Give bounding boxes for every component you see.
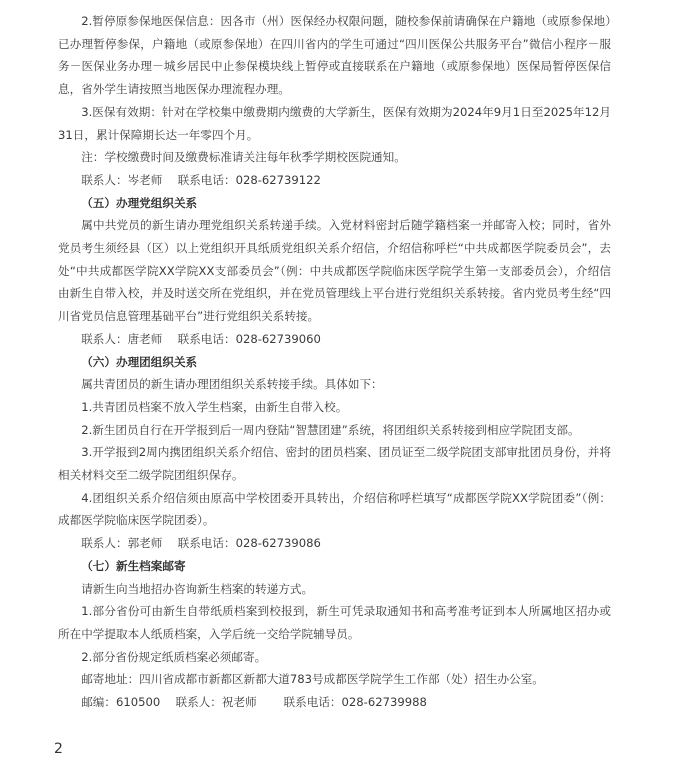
paragraph-league-step-3: 3.开学报到2周内携团组织关系介绍信、密封的团员档案、团员证至二级学院团支部审批团员身份，并将相关材料交至二级学院团组织保存。: [58, 445, 611, 483]
section-heading-party: （五）办理党组织关系: [81, 195, 198, 210]
page-number: 2: [54, 741, 63, 757]
paragraph-league-step-2: 2.新生团员自行在开学报到后一周内登陆“智慧团建”系统，将团组织关系转接到相应学院团支部。: [81, 422, 580, 437]
paragraph-medical-insurance-suspend: 2.暂停原参保地医保信息：因各市（州）医保经办权限问题，随校参保前请确保在户籍地（或原参保地）已办理暂停参保，户籍地（或原参保地）在四川省内的学生可通过“四川医保公共服务平台”微信小程序－服务－医保业务办理－城乡居民中止参保模块线上暂停或直接联系在户籍地（或原参保地）医保局暂停医保信息，省外学生请按照当地医保办理流程办理。: [58, 14, 611, 97]
paragraph-league-step-1: 1.共青团员档案不放入学生档案，由新生自带入校。: [81, 399, 348, 414]
document-body: [58, 10, 611, 714]
paragraph-party-transfer: 属中共党员的新生请办理党组织关系转递手续。入党材料密封后随学籍档案一并邮寄入校；同时，省外党员考生须经县（区）以上党组织开具纸质党组织关系介绍信，介绍信称呼栏“中共成都医学院委员会”，去处“中共成都医学院XX学院XX支部委员会”（例：中共成都医学院临床医学院学生第一支部委员会），介绍信由新生自带入校，并及时送交所在党组织，并在党员管理线上平台进行党组织关系转接。省内党员考生经“四川省党员信息管理基础平台”进行党组织关系转接。: [58, 218, 611, 324]
section-heading-league: （六）办理团组织关系: [81, 354, 198, 369]
paragraph-archives-step-2: 2.部分省份规定纸质档案必须邮寄。: [81, 649, 267, 664]
paragraph-mailing-address: 邮寄地址：四川省成都市新都区新都大道783号成都医学院学生工作部（处）招生办公室。: [81, 672, 544, 687]
contact-line-league: 联系人：郭老师 联系电话：028-62739086: [81, 536, 321, 551]
contact-line-insurance: 联系人：岑老师 联系电话：028-62739122: [81, 172, 321, 187]
paragraph-league-intro: 属共青团员的新生请办理团组织关系转接手续。具体如下：: [81, 377, 383, 392]
contact-line-party: 联系人：唐老师 联系电话：028-62739060: [81, 331, 321, 346]
paragraph-archives-intro: 请新生向当地招办咨询新生档案的转递方式。: [81, 581, 314, 596]
contact-line-archives: 邮编：610500 联系人：祝老师 联系电话：028-62739988: [81, 695, 427, 710]
paragraph-league-step-4: 4.团组织关系介绍信须由原高中学校团委开具转出，介绍信称呼栏填写“成都医学院XX学院团委”（例：成都医学院临床医学院团委）。: [58, 490, 611, 528]
paragraph-archives-step-1: 1.部分省份可由新生自带纸质档案到校报到，新生可凭录取通知书和高考准考证到本人所属地区招办或所在中学提取本人纸质档案，入学后统一交给学院辅导员。: [58, 604, 611, 641]
paragraph-medical-insurance-validity: 3.医保有效期：针对在学校集中缴费期内缴费的大学新生，医保有效期为2024年9月1日至2025年12月31日，累计保障期长达一年零四个月。: [58, 104, 611, 142]
paragraph-fee-note: 注：学校缴费时间及缴费标准请关注每年秋季学期校医院通知。: [81, 150, 406, 165]
section-heading-archives: （七）新生档案邮寄: [81, 558, 186, 573]
